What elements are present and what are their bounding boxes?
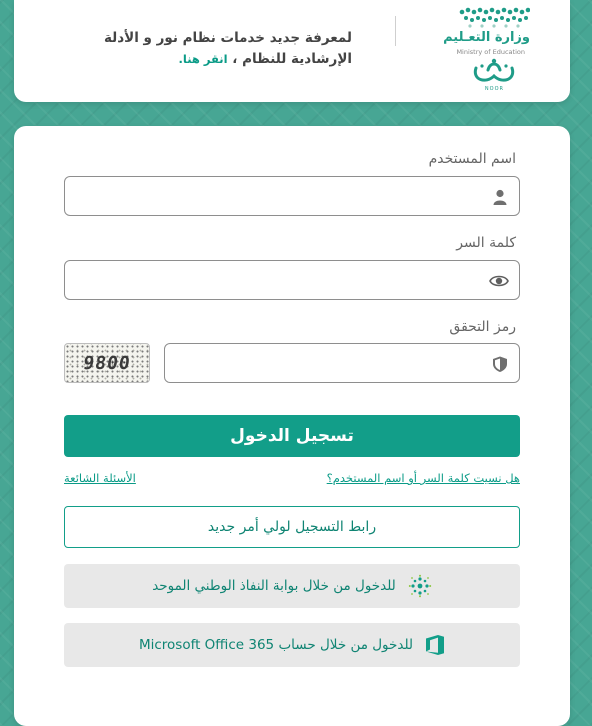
announcement-link[interactable]: انقر هنا. [178, 52, 228, 66]
login-button[interactable]: تسجيل الدخول [64, 415, 520, 457]
office-icon [425, 634, 445, 656]
ministry-english-name: Ministry of Education [456, 48, 525, 56]
noor-label: NOOR [484, 86, 504, 92]
eye-icon[interactable] [489, 272, 509, 290]
password-input[interactable] [64, 260, 520, 300]
ministry-arabic-name: وزارة التعـليم [443, 30, 530, 45]
username-label: اسم المستخدم [428, 151, 516, 167]
office365-login-button[interactable] [64, 623, 520, 667]
user-icon [491, 188, 509, 206]
office365-login-label: للدخول من خلال حساب Microsoft Office 365 [138, 637, 414, 653]
nafath-login-label: للدخول من خلال بوابة النفاذ الوطني الموحد [152, 578, 396, 594]
announcement-line-2 [104, 49, 352, 70]
guardian-register-button[interactable]: رابط التسجيل لولي أمر جديد [64, 506, 520, 548]
forgot-password-link[interactable]: هل نسيت كلمة السر أو اسم المستخدم؟ [326, 471, 520, 485]
password-label: كلمة السر [456, 235, 516, 251]
announcement [104, 28, 352, 70]
username-input[interactable] [64, 176, 520, 216]
nafath-icon [408, 574, 432, 598]
logo-divider [395, 16, 396, 46]
announcement-line-1: لمعرفة جديد خدمات نظام نور و الأدلة [103, 30, 352, 46]
announcement-text: الإرشادية للنظام ، [232, 51, 352, 67]
captcha-image-text: 9800 [81, 353, 133, 374]
faq-link[interactable]: الأسئلة الشائعة [64, 471, 136, 485]
login-card [14, 126, 570, 726]
captcha-image [64, 343, 150, 383]
noor-logo-icon [466, 58, 522, 88]
shield-icon [491, 355, 509, 373]
captcha-input[interactable] [164, 343, 520, 383]
captcha-label: رمز التحقق [449, 319, 516, 335]
ministry-logo [443, 6, 530, 92]
header-card [14, 0, 570, 102]
nafath-login-button[interactable] [64, 564, 520, 608]
